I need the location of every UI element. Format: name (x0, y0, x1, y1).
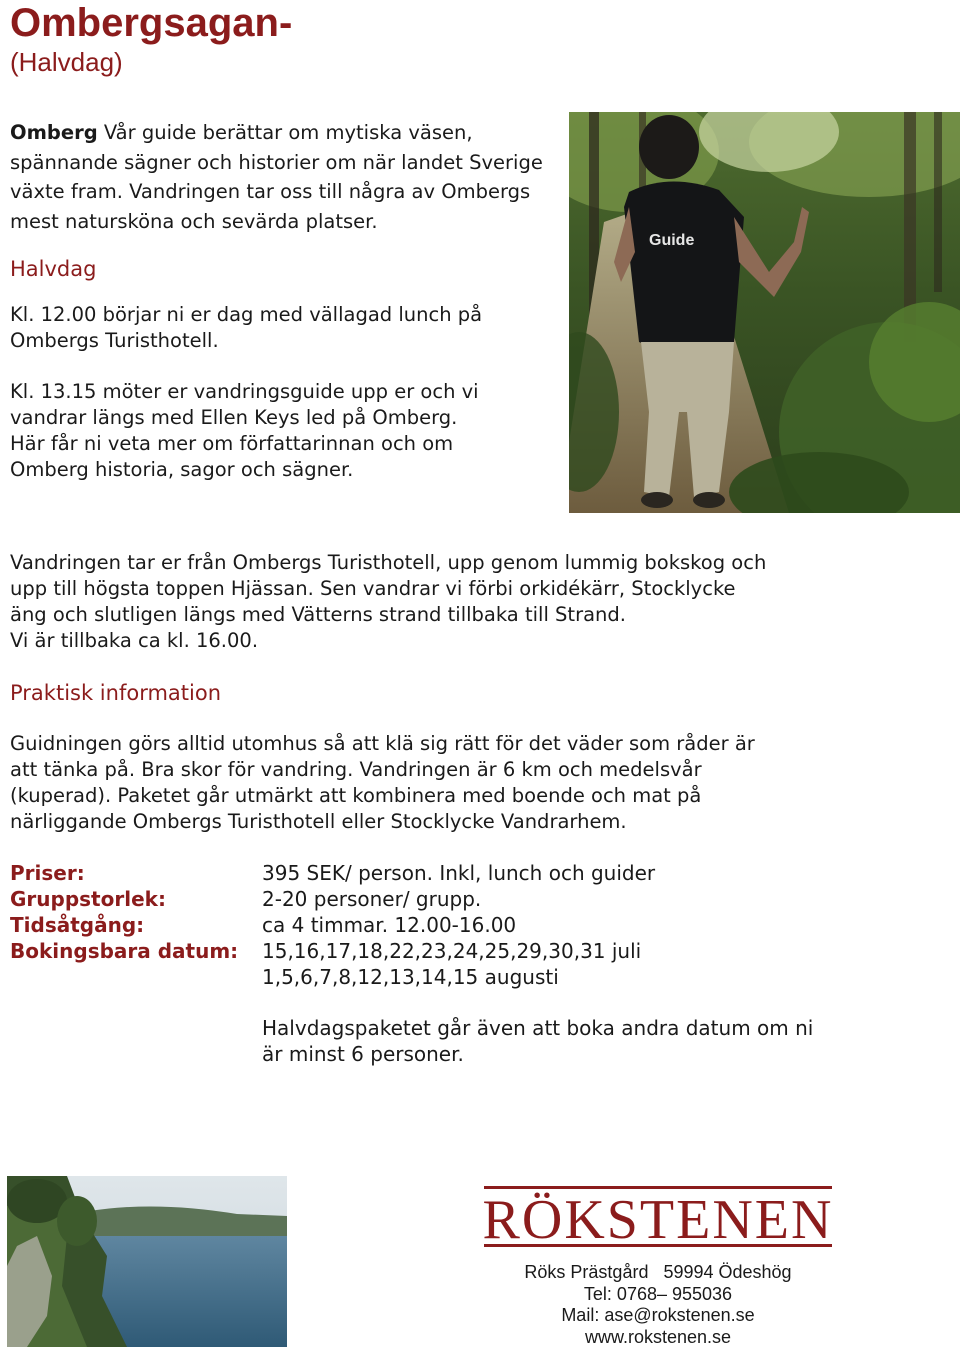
group-size-label: Gruppstorlek: (10, 886, 166, 912)
rokstenen-logo (480, 1178, 836, 1258)
dates-label: Bokingsbara datum: (10, 938, 238, 964)
route-paragraph: Vandringen tar er från Ombergs Turisthotell, upp genom lummig bokskog och upp till högsta toppen Hjässan. Sen vandrar vi förbi orkidékärr, Stocklycke äng och slutligen längs med Vätterns strand tillbaka till Strand. Vi är tillbaka ca kl. 16.00. (10, 550, 766, 654)
page-subtitle: (Halvdag) (10, 44, 123, 80)
intro-paragraph (10, 118, 555, 236)
contact-mail[interactable]: Mail: ase@rokstenen.se (480, 1305, 836, 1327)
schedule-heading: Halvdag (10, 256, 96, 282)
dates-august: 1,5,6,7,8,12,13,14,15 augusti (262, 964, 559, 990)
duration-label: Tidsåtgång: (10, 912, 144, 938)
contact-block (480, 1262, 836, 1348)
practical-paragraph: Guidningen görs alltid utomhus så att klä sig rätt för det väder som råder är att tänka på. Bra skor för vandring. Vandringen är 6 km och medelsvår (kuperad). Paketet går utmärkt att kombinera med boende och mat på närliggande Ombergs Turisthotell eller Stocklycke Vandrarhem. (10, 731, 755, 835)
contact-website[interactable]: www.rokstenen.se (480, 1327, 836, 1348)
duration-value: ca 4 timmar. 12.00-16.00 (262, 912, 516, 938)
guide-photo (569, 112, 960, 513)
schedule-paragraph-1: Kl. 12.00 börjar ni er dag med vällagad lunch på Ombergs Turisthotell. (10, 302, 482, 354)
lake-photo (7, 1176, 287, 1347)
intro-lead: Omberg (10, 121, 98, 144)
practical-heading: Praktisk information (10, 680, 221, 706)
contact-address: Röks Prästgård 59994 Ödeshög (480, 1262, 836, 1284)
schedule-paragraph-2: Kl. 13.15 möter er vandringsguide upp er och vi vandrar längs med Ellen Keys led på Omberg. Här får ni veta mer om författarinnan och om Omberg historia, sagor och sägner. (10, 379, 479, 483)
booking-note: Halvdagspaketet går även att boka andra datum om ni är minst 6 personer. (262, 1015, 813, 1067)
page-title: Ombergsagan- (10, 0, 292, 46)
prices-label: Priser: (10, 860, 85, 886)
intro-text: Vår guide berättar om mytiska väsen, spännande sägner och historier om när landet Sverige växte fram. Vandringen tar oss till några av Ombergs mest natursköna och sevärda platser. (10, 121, 543, 233)
vest-guide-text: Guide (649, 232, 694, 249)
logo-wordmark: RÖKSTENEN (483, 1189, 834, 1251)
group-size-value: 2-20 personer/ grupp. (262, 886, 481, 912)
contact-phone: Tel: 0768– 955036 (480, 1284, 836, 1306)
prices-value: 395 SEK/ person. Inkl, lunch och guider (262, 860, 655, 886)
dates-july: 15,16,17,18,22,23,24,25,29,30,31 juli (262, 938, 641, 964)
